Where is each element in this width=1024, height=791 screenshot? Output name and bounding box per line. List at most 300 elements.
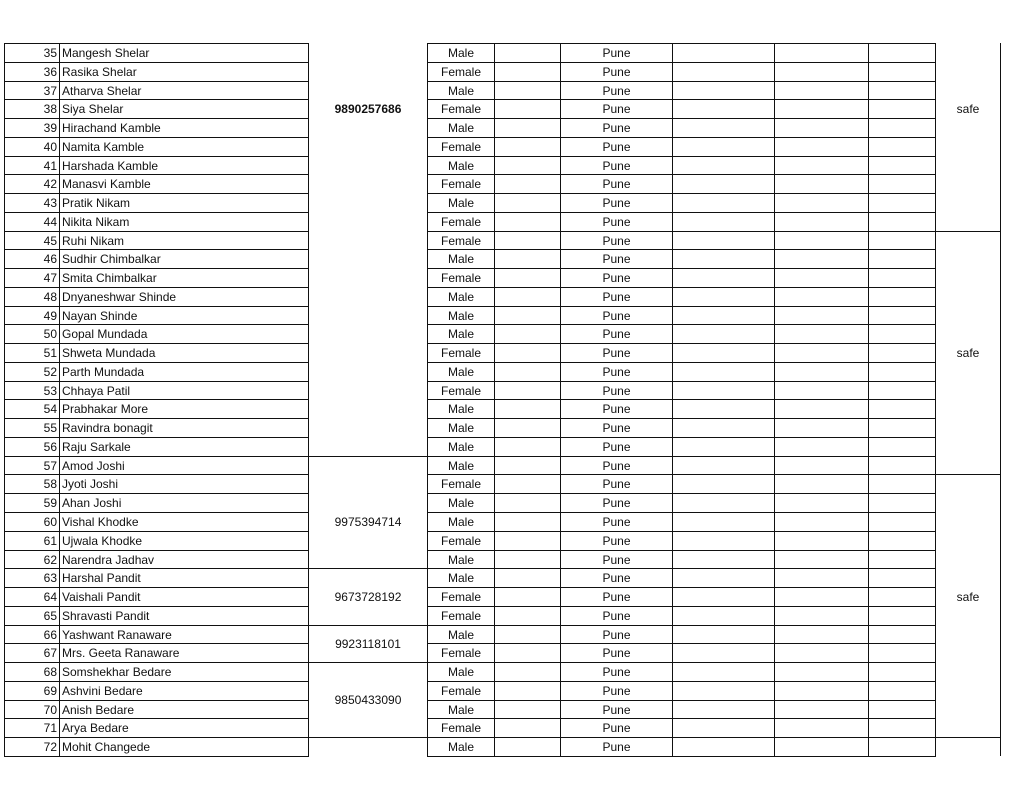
row-number[interactable]: 63 [4,568,60,588]
row-number[interactable]: 39 [4,118,60,138]
empty-cell[interactable] [868,343,936,363]
empty-cell[interactable] [494,700,561,719]
name-cell[interactable]: Prabhakar More [59,399,309,419]
row-number[interactable]: 35 [4,43,60,63]
empty-cell[interactable] [494,437,561,457]
city-cell[interactable]: Pune [560,81,673,100]
empty-cell[interactable] [868,474,936,494]
name-cell[interactable]: Chhaya Patil [59,381,309,400]
row-number[interactable]: 50 [4,324,60,344]
empty-cell[interactable] [774,306,869,325]
empty-cell[interactable] [672,156,775,175]
empty-cell[interactable] [868,249,936,269]
empty-cell[interactable] [494,99,561,119]
empty-cell[interactable] [672,550,775,569]
empty-cell[interactable] [774,737,869,757]
empty-cell[interactable] [672,99,775,119]
city-cell[interactable]: Pune [560,118,673,138]
empty-cell[interactable] [868,606,936,626]
empty-cell[interactable] [774,456,869,475]
empty-cell[interactable] [868,531,936,551]
gender-cell[interactable]: Male [427,362,495,382]
gender-cell[interactable]: Female [427,718,495,738]
empty-cell[interactable] [494,81,561,100]
empty-cell[interactable] [868,118,936,138]
empty-cell[interactable] [774,437,869,457]
gender-cell[interactable]: Male [427,399,495,419]
name-cell[interactable]: Jyoti Joshi [59,474,309,494]
name-cell[interactable]: Somshekhar Bedare [59,662,309,682]
name-cell[interactable]: Vishal Khodke [59,512,309,532]
empty-cell[interactable] [868,362,936,382]
row-number[interactable]: 70 [4,700,60,719]
name-cell[interactable]: Ravindra bonagit [59,418,309,438]
empty-cell[interactable] [672,231,775,250]
empty-cell[interactable] [868,643,936,663]
empty-cell[interactable] [494,231,561,250]
empty-cell[interactable] [868,550,936,569]
empty-cell[interactable] [774,249,869,269]
empty-cell[interactable] [494,193,561,213]
city-cell[interactable]: Pune [560,474,673,494]
empty-cell[interactable] [774,268,869,288]
empty-cell[interactable] [494,212,561,232]
empty-cell[interactable] [868,700,936,719]
row-number[interactable]: 55 [4,418,60,438]
empty-cell[interactable] [672,737,775,757]
city-cell[interactable]: Pune [560,381,673,400]
city-cell[interactable]: Pune [560,99,673,119]
empty-cell[interactable] [774,531,869,551]
name-cell[interactable]: Namita Kamble [59,137,309,157]
empty-cell[interactable] [672,437,775,457]
city-cell[interactable]: Pune [560,531,673,551]
empty-cell[interactable] [672,493,775,513]
empty-cell[interactable] [672,343,775,363]
row-number[interactable]: 57 [4,456,60,475]
empty-cell[interactable] [868,418,936,438]
empty-cell[interactable] [774,662,869,682]
empty-cell[interactable] [774,418,869,438]
city-cell[interactable]: Pune [560,306,673,325]
empty-cell[interactable] [868,324,936,344]
empty-cell[interactable] [868,174,936,194]
empty-cell[interactable] [868,662,936,682]
gender-cell[interactable]: Female [427,99,495,119]
row-number[interactable]: 38 [4,99,60,119]
empty-cell[interactable] [672,306,775,325]
gender-cell[interactable]: Male [427,550,495,569]
name-cell[interactable]: Mrs. Geeta Ranaware [59,643,309,663]
empty-cell[interactable] [672,81,775,100]
row-number[interactable]: 66 [4,625,60,644]
empty-cell[interactable] [774,118,869,138]
row-number[interactable]: 58 [4,474,60,494]
city-cell[interactable]: Pune [560,156,673,175]
name-cell[interactable]: Smita Chimbalkar [59,268,309,288]
name-cell[interactable]: Ruhi Nikam [59,231,309,250]
gender-cell[interactable]: Male [427,306,495,325]
empty-cell[interactable] [494,174,561,194]
city-cell[interactable]: Pune [560,231,673,250]
city-cell[interactable]: Pune [560,193,673,213]
city-cell[interactable]: Pune [560,606,673,626]
empty-cell[interactable] [672,681,775,701]
empty-cell[interactable] [868,212,936,232]
gender-cell[interactable]: Female [427,381,495,400]
empty-cell[interactable] [774,512,869,532]
empty-cell[interactable] [672,118,775,138]
row-number[interactable]: 36 [4,62,60,82]
row-number[interactable]: 67 [4,643,60,663]
row-number[interactable]: 53 [4,381,60,400]
empty-cell[interactable] [774,231,869,250]
gender-cell[interactable]: Male [427,287,495,307]
city-cell[interactable]: Pune [560,249,673,269]
empty-cell[interactable] [774,681,869,701]
row-number[interactable]: 37 [4,81,60,100]
empty-cell[interactable] [868,456,936,475]
empty-cell[interactable] [672,62,775,82]
city-cell[interactable]: Pune [560,212,673,232]
city-cell[interactable]: Pune [560,512,673,532]
gender-cell[interactable]: Female [427,268,495,288]
empty-cell[interactable] [494,606,561,626]
name-cell[interactable]: Vaishali Pandit [59,587,309,607]
empty-cell[interactable] [494,62,561,82]
empty-cell[interactable] [868,737,936,757]
gender-cell[interactable]: Male [427,193,495,213]
empty-cell[interactable] [494,531,561,551]
empty-cell[interactable] [868,437,936,457]
name-cell[interactable]: Siya Shelar [59,99,309,119]
city-cell[interactable]: Pune [560,625,673,644]
empty-cell[interactable] [774,587,869,607]
empty-cell[interactable] [868,399,936,419]
city-cell[interactable]: Pune [560,662,673,682]
empty-cell[interactable] [774,718,869,738]
name-cell[interactable]: Harshada Kamble [59,156,309,175]
name-cell[interactable]: Arya Bedare [59,718,309,738]
empty-cell[interactable] [672,625,775,644]
empty-cell[interactable] [774,399,869,419]
gender-cell[interactable]: Female [427,681,495,701]
row-number[interactable]: 64 [4,587,60,607]
empty-cell[interactable] [494,306,561,325]
gender-cell[interactable]: Male [427,156,495,175]
empty-cell[interactable] [672,268,775,288]
name-cell[interactable]: Harshal Pandit [59,568,309,588]
empty-cell[interactable] [494,587,561,607]
empty-cell[interactable] [774,625,869,644]
empty-cell[interactable] [774,324,869,344]
name-cell[interactable]: Amod Joshi [59,456,309,475]
gender-cell[interactable]: Female [427,62,495,82]
empty-cell[interactable] [672,512,775,532]
empty-cell[interactable] [494,681,561,701]
empty-cell[interactable] [774,137,869,157]
gender-cell[interactable]: Male [427,512,495,532]
empty-cell[interactable] [774,99,869,119]
name-cell[interactable]: Narendra Jadhav [59,550,309,569]
name-cell[interactable]: Shweta Mundada [59,343,309,363]
row-number[interactable]: 46 [4,249,60,269]
empty-cell[interactable] [494,718,561,738]
row-number[interactable]: 61 [4,531,60,551]
city-cell[interactable]: Pune [560,568,673,588]
gender-cell[interactable]: Male [427,118,495,138]
empty-cell[interactable] [774,81,869,100]
gender-cell[interactable]: Male [427,493,495,513]
row-number[interactable]: 72 [4,737,60,757]
empty-cell[interactable] [774,193,869,213]
city-cell[interactable]: Pune [560,362,673,382]
name-cell[interactable]: Atharva Shelar [59,81,309,100]
empty-cell[interactable] [774,606,869,626]
empty-cell[interactable] [672,399,775,419]
empty-cell[interactable] [774,643,869,663]
row-number[interactable]: 68 [4,662,60,682]
row-number[interactable]: 49 [4,306,60,325]
gender-cell[interactable]: Female [427,643,495,663]
gender-cell[interactable]: Male [427,437,495,457]
gender-cell[interactable]: Male [427,662,495,682]
empty-cell[interactable] [868,43,936,63]
gender-cell[interactable]: Male [427,418,495,438]
gender-cell[interactable]: Male [427,324,495,344]
empty-cell[interactable] [868,62,936,82]
empty-cell[interactable] [868,381,936,400]
row-number[interactable]: 62 [4,550,60,569]
city-cell[interactable]: Pune [560,681,673,701]
gender-cell[interactable]: Female [427,531,495,551]
name-cell[interactable]: Sudhir Chimbalkar [59,249,309,269]
row-number[interactable]: 69 [4,681,60,701]
empty-cell[interactable] [774,568,869,588]
empty-cell[interactable] [774,362,869,382]
empty-cell[interactable] [494,418,561,438]
empty-cell[interactable] [672,418,775,438]
empty-cell[interactable] [774,287,869,307]
gender-cell[interactable]: Male [427,81,495,100]
empty-cell[interactable] [494,268,561,288]
empty-cell[interactable] [868,587,936,607]
city-cell[interactable]: Pune [560,62,673,82]
row-number[interactable]: 51 [4,343,60,363]
row-number[interactable]: 56 [4,437,60,457]
empty-cell[interactable] [494,662,561,682]
name-cell[interactable]: Pratik Nikam [59,193,309,213]
row-number[interactable]: 59 [4,493,60,513]
gender-cell[interactable]: Male [427,625,495,644]
name-cell[interactable]: Shravasti Pandit [59,606,309,626]
empty-cell[interactable] [494,737,561,757]
city-cell[interactable]: Pune [560,43,673,63]
empty-cell[interactable] [672,287,775,307]
empty-cell[interactable] [672,662,775,682]
gender-cell[interactable]: Female [427,137,495,157]
empty-cell[interactable] [774,550,869,569]
empty-cell[interactable] [672,606,775,626]
empty-cell[interactable] [672,531,775,551]
empty-cell[interactable] [494,324,561,344]
city-cell[interactable]: Pune [560,643,673,663]
empty-cell[interactable] [774,43,869,63]
empty-cell[interactable] [868,718,936,738]
name-cell[interactable]: Rasika Shelar [59,62,309,82]
row-number[interactable]: 40 [4,137,60,157]
row-number[interactable]: 65 [4,606,60,626]
empty-cell[interactable] [868,268,936,288]
empty-cell[interactable] [672,568,775,588]
empty-cell[interactable] [494,137,561,157]
city-cell[interactable]: Pune [560,174,673,194]
empty-cell[interactable] [494,287,561,307]
row-number[interactable]: 71 [4,718,60,738]
name-cell[interactable]: Ujwala Khodke [59,531,309,551]
city-cell[interactable]: Pune [560,399,673,419]
empty-cell[interactable] [868,568,936,588]
name-cell[interactable]: Nayan Shinde [59,306,309,325]
name-cell[interactable]: Parth Mundada [59,362,309,382]
empty-cell[interactable] [494,249,561,269]
empty-cell[interactable] [774,493,869,513]
gender-cell[interactable]: Male [427,700,495,719]
empty-cell[interactable] [868,681,936,701]
empty-cell[interactable] [494,550,561,569]
row-number[interactable]: 54 [4,399,60,419]
empty-cell[interactable] [868,81,936,100]
empty-cell[interactable] [774,474,869,494]
empty-cell[interactable] [494,512,561,532]
empty-cell[interactable] [672,324,775,344]
empty-cell[interactable] [774,212,869,232]
empty-cell[interactable] [868,231,936,250]
gender-cell[interactable]: Male [427,568,495,588]
name-cell[interactable]: Hirachand Kamble [59,118,309,138]
gender-cell[interactable]: Female [427,587,495,607]
gender-cell[interactable]: Female [427,474,495,494]
empty-cell[interactable] [494,456,561,475]
empty-cell[interactable] [672,474,775,494]
empty-cell[interactable] [672,381,775,400]
gender-cell[interactable]: Female [427,606,495,626]
empty-cell[interactable] [868,625,936,644]
empty-cell[interactable] [672,587,775,607]
city-cell[interactable]: Pune [560,718,673,738]
city-cell[interactable]: Pune [560,437,673,457]
empty-cell[interactable] [868,287,936,307]
empty-cell[interactable] [774,174,869,194]
empty-cell[interactable] [774,156,869,175]
city-cell[interactable]: Pune [560,700,673,719]
empty-cell[interactable] [672,43,775,63]
empty-cell[interactable] [672,362,775,382]
name-cell[interactable]: Dnyaneshwar Shinde [59,287,309,307]
city-cell[interactable]: Pune [560,343,673,363]
empty-cell[interactable] [774,381,869,400]
empty-cell[interactable] [494,474,561,494]
empty-cell[interactable] [868,306,936,325]
gender-cell[interactable]: Female [427,212,495,232]
empty-cell[interactable] [494,381,561,400]
empty-cell[interactable] [494,118,561,138]
name-cell[interactable]: Ahan Joshi [59,493,309,513]
empty-cell[interactable] [868,493,936,513]
empty-cell[interactable] [868,137,936,157]
city-cell[interactable]: Pune [560,587,673,607]
name-cell[interactable]: Yashwant Ranaware [59,625,309,644]
name-cell[interactable]: Manasvi Kamble [59,174,309,194]
empty-cell[interactable] [774,343,869,363]
name-cell[interactable]: Raju Sarkale [59,437,309,457]
name-cell[interactable]: Mangesh Shelar [59,43,309,63]
name-cell[interactable]: Nikita Nikam [59,212,309,232]
row-number[interactable]: 52 [4,362,60,382]
empty-cell[interactable] [494,643,561,663]
empty-cell[interactable] [868,99,936,119]
empty-cell[interactable] [494,625,561,644]
city-cell[interactable]: Pune [560,456,673,475]
empty-cell[interactable] [494,493,561,513]
empty-cell[interactable] [672,212,775,232]
empty-cell[interactable] [494,568,561,588]
empty-cell[interactable] [672,718,775,738]
city-cell[interactable]: Pune [560,737,673,757]
row-number[interactable]: 43 [4,193,60,213]
empty-cell[interactable] [868,156,936,175]
name-cell[interactable]: Anish Bedare [59,700,309,719]
empty-cell[interactable] [774,700,869,719]
city-cell[interactable]: Pune [560,493,673,513]
empty-cell[interactable] [868,512,936,532]
empty-cell[interactable] [774,62,869,82]
gender-cell[interactable]: Male [427,456,495,475]
empty-cell[interactable] [672,643,775,663]
gender-cell[interactable]: Female [427,174,495,194]
empty-cell[interactable] [494,43,561,63]
city-cell[interactable]: Pune [560,287,673,307]
city-cell[interactable]: Pune [560,137,673,157]
name-cell[interactable]: Gopal Mundada [59,324,309,344]
city-cell[interactable]: Pune [560,324,673,344]
empty-cell[interactable] [672,137,775,157]
row-number[interactable]: 44 [4,212,60,232]
empty-cell[interactable] [672,193,775,213]
empty-cell[interactable] [494,362,561,382]
gender-cell[interactable]: Male [427,43,495,63]
empty-cell[interactable] [672,249,775,269]
row-number[interactable]: 45 [4,231,60,250]
row-number[interactable]: 48 [4,287,60,307]
empty-cell[interactable] [494,156,561,175]
gender-cell[interactable]: Female [427,231,495,250]
name-cell[interactable]: Mohit Changede [59,737,309,757]
empty-cell[interactable] [672,700,775,719]
city-cell[interactable]: Pune [560,550,673,569]
row-number[interactable]: 60 [4,512,60,532]
row-number[interactable]: 42 [4,174,60,194]
city-cell[interactable]: Pune [560,418,673,438]
row-number[interactable]: 41 [4,156,60,175]
empty-cell[interactable] [672,456,775,475]
empty-cell[interactable] [868,193,936,213]
gender-cell[interactable]: Male [427,737,495,757]
gender-cell[interactable]: Female [427,343,495,363]
gender-cell[interactable]: Male [427,249,495,269]
row-number[interactable]: 47 [4,268,60,288]
city-cell[interactable]: Pune [560,268,673,288]
